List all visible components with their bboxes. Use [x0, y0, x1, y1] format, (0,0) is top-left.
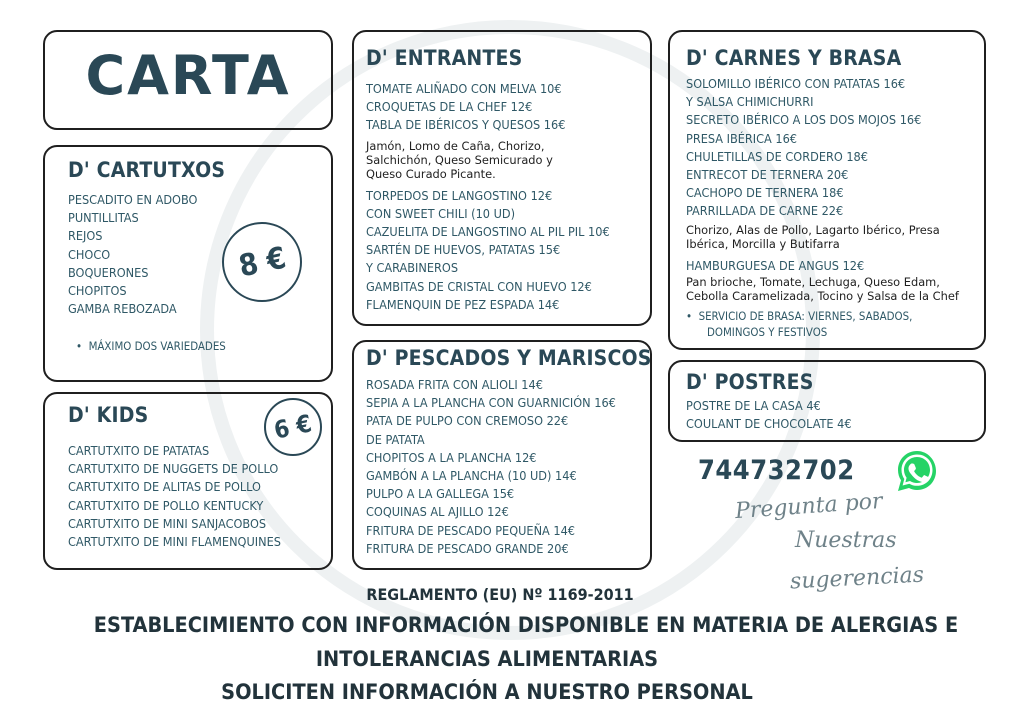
reglamento-text: REGLAMENTO (EU) Nº 1169-2011	[366, 585, 634, 604]
list-item: POSTRE DE LA CASA 4€	[686, 398, 821, 413]
list-item: CARTUTXITO DE MINI FLAMENQUINES	[68, 534, 281, 550]
list-item: CARTUTXITO DE PATATAS	[68, 443, 210, 458]
list-item: GAMBA REBOZADA	[68, 301, 177, 317]
list-item: CARTUTXITO DE MINI SANJACOBOS	[68, 515, 267, 531]
list-item: FLAMENQUIN DE PEZ ESPADA 14€	[366, 296, 560, 312]
list-item: SOLOMILLO IBÉRICO CON PATATAS 16€	[686, 76, 906, 91]
suggestions-line-2: Nuestras	[795, 528, 897, 553]
cartutxos-note: • MÁXIMO DOS VARIEDADES	[76, 339, 226, 353]
kids-price: 6 €	[271, 409, 315, 445]
allergy-notice-line-1: ESTABLECIMIENTO CON INFORMACIÓN DISPONIBLE EN MATERIA DE ALERGIAS E	[93, 613, 959, 638]
list-item: TORPEDOS DE LANGOSTINO 12€	[366, 187, 553, 203]
list-item: HAMBURGUESA DE ANGUS 12€	[686, 257, 865, 273]
postres-title: D' POSTRES	[686, 370, 814, 394]
kids-list	[68, 442, 281, 551]
list-item: CON SWEET CHILI (10 UD)	[366, 205, 516, 221]
allergy-notice-line-3: SOLICITEN INFORMACIÓN A NUESTRO PERSONAL	[221, 680, 753, 705]
list-item: Y CARABINEROS	[366, 260, 459, 276]
list-item: BOQUERONES	[68, 264, 149, 280]
cartutxos-list	[68, 191, 197, 318]
list-item: PATA DE PULPO CON CREMOSO 22€	[366, 413, 569, 429]
carnes-title: D' CARNES Y BRASA	[686, 46, 902, 70]
list-item: REJOS	[68, 228, 103, 244]
suggestions-line-3: sugerencias	[789, 562, 925, 595]
list-item: CARTUTXITO DE NUGGETS DE POLLO	[68, 461, 279, 477]
pescados-title: D' PESCADOS Y MARISCOS	[366, 346, 652, 370]
hamburguesa-description: Pan brioche, Tomate, Lechuga, Queso Edam, Cebolla Caramelizada, Tocino y Salsa de la Chef	[686, 274, 959, 303]
postres-list	[686, 397, 852, 433]
list-item: CROQUETAS DE LA CHEF 12€	[366, 99, 533, 115]
list-item: ROSADA FRITA CON ALIOLI 14€	[366, 377, 543, 392]
bullet-icon: •	[76, 339, 89, 353]
list-item: FRITURA DE PESCADO PEQUEÑA 14€	[366, 522, 576, 538]
carnes-list	[686, 75, 959, 340]
tabla-description: Jamón, Lomo de Caña, Chorizo, Salchichón, Queso Semicurado y Queso Curado Picante.	[366, 138, 553, 181]
list-item: TOMATE ALIÑADO CON MELVA 10€	[366, 81, 562, 96]
bullet-icon: •	[686, 308, 699, 323]
list-item: CHOPITOS A LA PLANCHA 12€	[366, 449, 537, 465]
list-item: PARRILLADA DE CARNE 22€	[686, 203, 844, 219]
list-item: PRESA IBÉRICA 16€	[686, 130, 797, 146]
cartutxos-price-badge	[222, 222, 302, 302]
cartutxos-price: 8 €	[235, 240, 289, 284]
phone-number[interactable]: 744732702	[698, 455, 855, 486]
list-item: DE PATATA	[366, 431, 425, 447]
list-item: SARTÉN DE HUEVOS, PATATAS 15€	[366, 242, 561, 258]
list-item: CHOPITOS	[68, 283, 127, 299]
list-item: Y SALSA CHIMICHURRI	[686, 94, 814, 110]
list-item: CACHOPO DE TERNERA 18€	[686, 185, 844, 201]
pescados-list	[366, 376, 616, 558]
list-item: TABLA DE IBÉRICOS Y QUESOS 16€	[366, 117, 566, 133]
list-item: SEPIA A LA PLANCHA CON GUARNICIÓN 16€	[366, 395, 616, 411]
list-item: GAMBÓN A LA PLANCHA (10 UD) 14€	[366, 468, 577, 484]
list-item: PULPO A LA GALLEGA 15€	[366, 486, 515, 502]
allergy-notice-line-2: INTOLERANCIAS ALIMENTARIAS	[315, 647, 659, 672]
entrantes-title: D' ENTRANTES	[366, 46, 523, 70]
list-item: CAZUELITA DE LANGOSTINO AL PIL PIL 10€	[366, 224, 610, 240]
parrillada-description: Chorizo, Alas de Pollo, Lagarto Ibérico, Presa Ibérica, Morcilla y Butifarra	[686, 222, 940, 251]
kids-title: D' KIDS	[68, 403, 149, 427]
list-item: COQUINAS AL AJILLO 12€	[366, 504, 509, 520]
list-item: ENTRECOT DE TERNERA 20€	[686, 167, 849, 183]
list-item: CHULETILLAS DE CORDERO 18€	[686, 148, 868, 164]
whatsapp-icon[interactable]	[893, 447, 941, 495]
list-item: FRITURA DE PESCADO GRANDE 20€	[366, 540, 569, 556]
list-item: PUNTILLITAS	[68, 210, 139, 226]
list-item: GAMBITAS DE CRISTAL CON HUEVO 12€	[366, 278, 592, 294]
entrantes-list	[366, 80, 610, 314]
brasa-note: • SERVICIO DE BRASA: VIERNES, SABADOS, DOMINGOS Y FESTIVOS	[686, 308, 913, 339]
list-item: PESCADITO EN ADOBO	[68, 192, 198, 207]
list-item: SECRETO IBÉRICO A LOS DOS MOJOS 16€	[686, 112, 922, 128]
list-item: COULANT DE CHOCOLATE 4€	[686, 416, 852, 432]
cartutxos-title: D' CARTUTXOS	[68, 158, 226, 182]
list-item: CARTUTXITO DE ALITAS DE POLLO	[68, 479, 261, 495]
list-item: CHOCO	[68, 246, 111, 262]
suggestions-line-1: Pregunta por	[734, 488, 884, 525]
list-item: CARTUTXITO DE POLLO KENTUCKY	[68, 497, 264, 513]
page-title: CARTA	[85, 44, 291, 107]
